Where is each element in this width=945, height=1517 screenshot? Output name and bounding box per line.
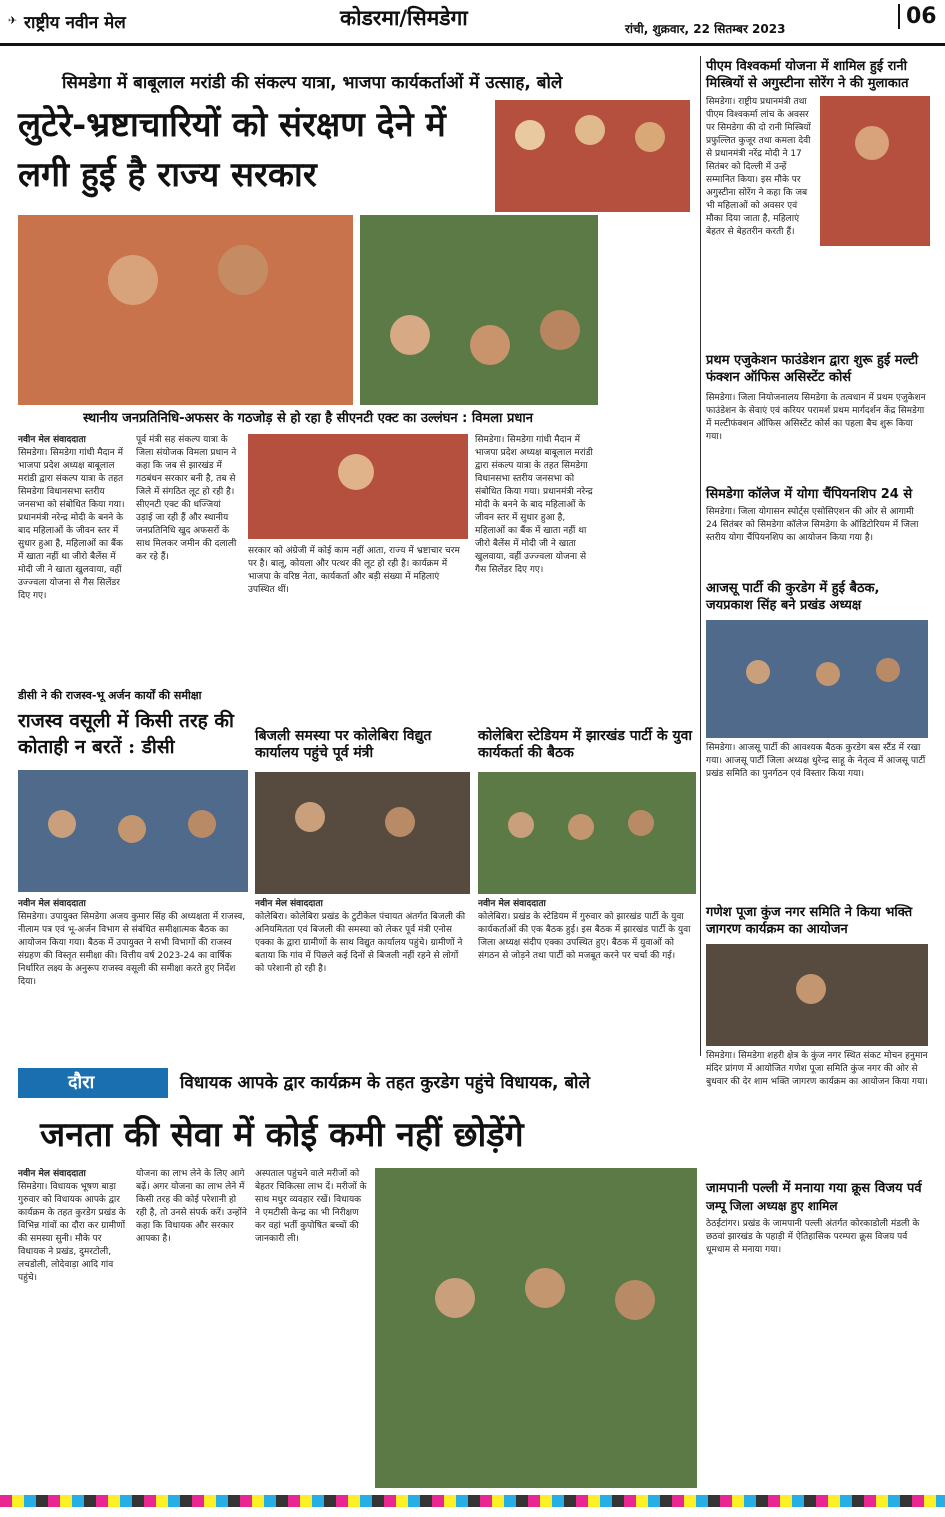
right-story6-head: जामपानी पल्ली में मनाया गया क्रूस विजय पर्व [706,1181,922,1196]
power-byline: नवीन मेल संवाददाता [255,899,323,909]
lead-body-4: सिमडेगा। सिमडेगा गांधी मैदान में भाजपा प्रदेश अध्यक्ष बाबूलाल मरांडी द्वारा संकल्प यात्रा के तहत सिमडेगा विधानसभा स्तरीय जनसभा को संबोधित किया गया। प्रधानमंत्री नरेन्द्र मोदी के बनने के बाद महिलाओं के जीवन स्तर में सुधार हुआ है, महिलाओं का बैंक में खाता नहीं था जीरो बैलेंस में मोदी जी ने खाता खुलवाया, वहीं उज्ज्वला योजना से गैस सिलेंडर दिए गए। [475,435,593,575]
right-story5-head: गणेश पूजा कुंज नगर समिति ने किया भक्ति जागरण कार्यक्रम का आयोजन [706,905,913,937]
lead-headline: लुटेरे-भ्रष्टाचारियों को संरक्षण देने में लगी हुई है राज्य सरकार [18,105,446,195]
right-story3-body: सिमडेगा। जिला योगासन स्पोर्ट्स एसोसिएशन की ओर से आगामी 24 सितंबर को सिमडेगा कॉलेज सिमडेगा के ऑडिटोरियम में जिला स्तरीय योगा चैंपियनशिप का आयोजन किया गया है। [706,507,919,543]
power-body-col [255,898,470,1058]
power-headline: बिजली समस्या पर कोलेबिरा विद्युत कार्यालय पहुंचे पूर्व मंत्री [255,728,432,761]
right-story5-body: सिमडेगा। सिमडेगा शहरी क्षेत्र के कुंज नगर स्थित संकट मोचन हनुमान मंदिर प्रांगण में आयोजित गणेश पूजा समिति कुंज नगर की ओर से बुधवार की देर शाम भक्ति जागरण कार्यक्रम का आयोजन किया गया। [706,1051,928,1087]
right-story3-head: सिमडेगा कॉलेज में योगा चैंपियनशिप 24 से [706,487,913,502]
daura-kicker: विधायक आपके द्वार कार्यक्रम के तहत कुरडेग पहुंचे विधायक, बोले [180,1073,590,1093]
power-photo [255,772,470,894]
lead-body-3: सरकार को अंग्रेजी में कोई काम नहीं आता, राज्य में भ्रष्टाचार चरम पर है। बालू, कोयला और पत्थर की लूट हो रही है। कार्यक्रम में भाजपा के वरिष्ठ नेता, कार्यकर्ता और बड़ी संख्या में महिलाएं उपस्थित थीं। [248,546,460,595]
right-story1-head: पीएम विश्वकर्मा योजना में शामिल हुई रानी मिस्त्रियों से अगुस्टीना सोरेंग ने की मुलाकात [706,59,909,91]
lead-photo-garland [18,215,353,405]
page-number: 06 [898,4,937,29]
dateline: रांची, शुक्रवार, 22 सितम्बर 2023 [625,22,786,36]
daura-byline: नवीन मेल संवाददाता [18,1169,86,1179]
right-col-divider [700,56,701,1056]
power-body: कोलेबिरा। कोलेबिरा प्रखंड के टुटीकेल पंचायत अंतर्गत बिजली की अनियमितता एवं बिजली की समस्या को लेकर पूर्व मंत्री एनोस एक्का के द्वारा ग्रामीणों के साथ विद्युत कार्यालय पहुंचे। ग्रामीणों ने बताया कि गांव में पिछले कई दिनों से बिजली नहीं रहने से लोगों को परेशानी हो रही है। [255,912,466,974]
color-registration-bar [0,1495,945,1507]
right-story4-photo [706,620,928,738]
dc-headline: राजस्व वसूली में किसी तरह की कोताही न बरतें : डीसी [18,710,234,758]
dc-body: सिमडेगा। उपायुक्त सिमडेगा अजय कुमार सिंह की अध्यक्षता में राजस्व, नीलाम पत्र एवं भू-अर्जन विभाग से संबंधित समीक्षात्मक बैठक का आयोजन किया गया। बैठक में उपायुक्त ने सभी विभागों की राजस्व संग्रहण की विस्तृत समीक्षा की। वित्तीय वर्ष 2023-24 का वार्षिक निर्धारित लक्ष्य के अनुरूप राजस्व वसूली की समीक्षा करते हुए निर्देश दिया। [18,912,246,987]
daura-col-1 [18,1168,130,1488]
lead-body-1: सिमडेगा। सिमडेगा गांधी मैदान में भाजपा प्रदेश अध्यक्ष बाबूलाल मरांडी द्वारा संकल्प यात्रा के तहत सिमडेगा विधानसभा स्तरीय जनसभा को संबोधित किया गया। प्रधानमंत्री नरेन्द्र मोदी के बनने के बाद महिलाओं के जीवन स्तर में सुधार हुआ है, महिलाओं का बैंक में खाता नहीं था जीरो बैलेंस में मोदी जी ने खाता खुलवाया, वहीं उज्ज्वला योजना से गैस सिलेंडर दिए गए। [18,448,125,601]
lead-kicker: सिमडेगा में बाबूलाल मरांडी की संकल्प यात्रा, भाजपा कार्यकर्ताओं में उत्साह, बोले [62,73,563,93]
daura-headline: जनता की सेवा में कोई कमी नहीं छोड़ेंगे [40,1115,524,1155]
dc-body-col [18,898,248,1058]
right-story4-body: सिमडेगा। आजसू पार्टी की आवश्यक बैठक कुरडेग बस स्टैंड में रखा गया। आजसू पार्टी जिला अध्यक्ष धुरेन्द्र साहू के नेतृत्व में आजसू पार्टी प्रखंड समिति का पुनर्गठन एवं विस्तार किया गया। [706,743,926,779]
brand-name: राष्ट्रीय नवीन मेल [24,13,126,33]
edition-title: कोडरमा/सिमडेगा [340,6,468,30]
right-story2-body: सिमडेगा। जिला नियोजनालय सिमडेगा के तत्वधान में प्रथम एजुकेशन फाउंडेशन के सेवाएं एवं करियर परामर्श प्रथम मार्गदर्शन केंद्र सिमडेगा में मल्टीफंक्शन ऑफिस असिस्टेंट कोर्स का पहला बैच शुरू किया गया। [706,393,926,442]
stadium-headline: कोलेबिरा स्टेडियम में झारखंड पार्टी के युवा कार्यकर्ता की बैठक [478,728,692,761]
stadium-body-col [478,898,696,1058]
stadium-body: कोलेबिरा। प्रखंड के स्टेडियम में गुरुवार को झारखंड पार्टी के युवा कार्यकर्ताओं की एक बैठक हुई। इस बैठक में झारखंड पार्टी के युवा जिला अध्यक्ष संदीप एक्का उपस्थित हुए। बैठक में युवाओं को संगठन से जोड़ने तथा पार्टी को मजबूत करने पर चर्चा की गई। [478,912,691,961]
dc-kicker: डीसी ने की राजस्व-भू अर्जन कार्यों की समीक्षा [18,689,202,702]
right-story1-photo [820,96,930,246]
right-story4-head: आजसू पार्टी की कुरडेग में हुई बैठक, जयप्रकाश सिंह बने प्रखंड अध्यक्ष [706,581,880,613]
daura-photo [375,1168,697,1488]
right-story6-body: ठेठईटांगर। प्रखंड के जामपानी पल्ली अंतर्गत कोरकाडोली मंडली के छठवां झारखंड के पहाड़ी में ऐतिहासिक परम्परा क्रूस विजय पर्व धूमधाम से मनाया गया। [706,1219,920,1255]
lead-caption: स्थानीय जनप्रतिनिधि-अफसर के गठजोड़ से हो रहा है सीएनटी एक्ट का उल्लंघन : विमला प्रधान [83,411,533,426]
dc-photo [18,770,248,892]
right-story2-head: प्रथम एजुकेशन फाउंडेशन द्वारा शुरू हुई मल्टी फंक्शन ऑफिस असिस्टेंट कोर्स [706,353,919,385]
right-story6-sub: जम्पू जिला अध्यक्ष हुए शामिल [706,1199,838,1213]
daura-label: दौरा [18,1068,168,1098]
masthead [0,0,945,46]
stadium-photo [478,772,696,894]
lead-col-4 [475,434,597,682]
lead-photo-crowd [360,215,598,405]
daura-col-3: अस्पताल पहुंचने वाले मरीजों को बेहतर चिकित्सा लाभ दें। मरीजों के साथ मधुर व्यवहार रखें। विधायक ने एमटीसी केन्द्र का भी निरीक्षण कर वहां भर्ती कुपोषित बच्चों की जानकारी ली। [255,1169,367,1244]
right-story1-body: सिमडेगा। राष्ट्रीय प्रधानमंत्री तथा पीएम विश्वकर्मा लांच के अवसर पर सिमडेगा की दो रानी मिस्त्रियों प्रफुल्लित कुजूर तथा कमला देवी से प्रधानमंत्री नरेंद्र मोदी ने 17 सितंबर को दिल्ली में उन्हें सम्मानित किया। इस मौके पर अगुस्टीना सोरेंग ने कहा कि जब भी महिलाओं को अवसर एवं मौका दिया जाता है, महिलाएं बेहतर से बेहतरीन करती हैं। [706,97,811,237]
daura-col-2: योजना का लाभ लेने के लिए आगे बढ़ें। अगर योजना का लाभ लेने में किसी तरह की कोई परेशानी हो रही है, तो उनसे संपर्क करें। उन्होंने कहा कि विधायक और सरकार आपका है। [136,1169,247,1244]
lead-col-2 [136,434,240,682]
right-story5-photo [706,944,928,1046]
dc-byline: नवीन मेल संवाददाता [18,899,86,909]
lead-byline: नवीन मेल संवाददाता [18,435,86,445]
daura-body: सिमडेगा। विधायक भूषण बाड़ा गुरुवार को विधायक आपके द्वार कार्यक्रम के तहत कुरडेग प्रखंड के विभिन्न गांवों का दौरा कर ग्रामीणों की समस्या सुनी। मौके पर विधायक ने प्रखंड, दुमरटोली, लचडोली, लोदेवाड़ा आदि गांव पहुंचे। [18,1182,126,1283]
stadium-byline: नवीन मेल संवाददाता [478,899,546,909]
lead-photo-speaker [248,434,468,539]
lead-photo-top [495,100,690,212]
lead-body-2: पूर्व मंत्री सह संकल्प यात्रा के जिला संयोजक विमला प्रधान ने कहा कि जब से झारखंड में गठबंधन सरकार बनी है, तब से जिले में संगठित लूट हो रही है। सीएनटी एक्ट की धज्जियां उड़ाई जा रही हैं और स्थानीय जनप्रतिनिधि खुद अफसरों के साथ मिलकर जमीन की दलाली कर रहे हैं। [136,435,237,562]
lead-col-1 [18,434,130,682]
lead-col-3 [248,545,468,682]
bird-logo-icon: ✈ [8,14,18,27]
